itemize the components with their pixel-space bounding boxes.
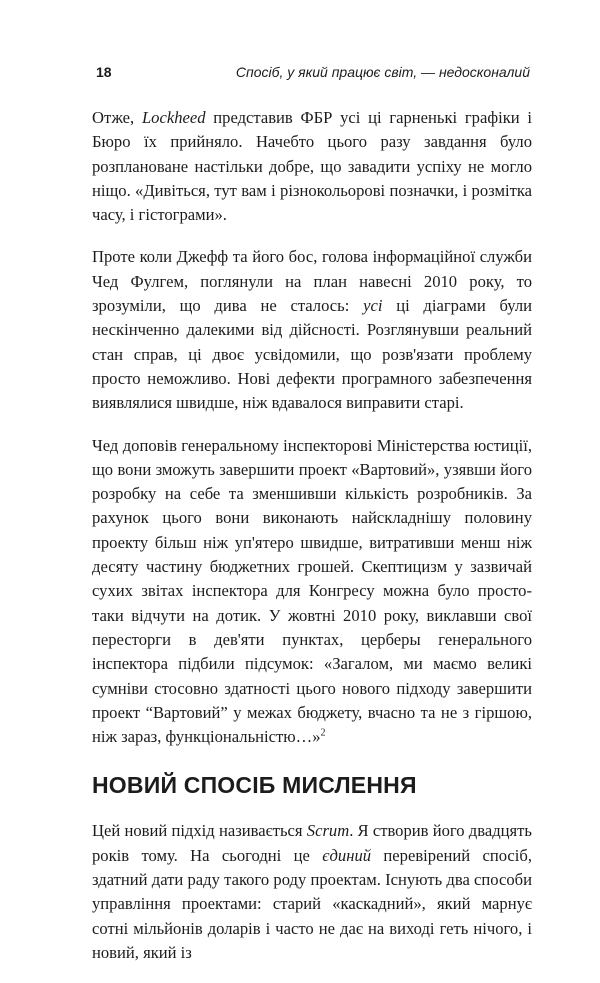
page-number: 18 — [96, 64, 112, 80]
paragraph-4-emphasis-unique: єдиний — [322, 845, 372, 865]
footnote-marker: 2 — [320, 727, 326, 739]
paragraph-1-text-a: Отже, — [92, 108, 142, 127]
paragraph-1 — [92, 106, 532, 227]
paragraph-1-text-c: представив ФБР усі ці гарненькі графіки і Бюро їх прийняло. Начебто цього разу завдання було розплановане настільки добре, що завадити успіху не могло ніщо. «Дивіться, тут вам і різнокольорові позначки, і розмітка часу, і гістограми». — [92, 108, 532, 225]
page-body — [92, 106, 532, 983]
paragraph-4-text-e: перевірений спосіб, здатний дати раду такого роду проектам. Існують два способи управління проектами: старий «каскадний», який марнує сотні мільйонів доларів і часто не дає на виході геть нічого, і новий, який із — [92, 845, 532, 962]
running-header — [96, 64, 530, 86]
paragraph-4-text-c: . Я створив його двадцять років тому. На сьогодні це — [92, 821, 532, 865]
paragraph-4-emphasis-scrum: Scrum — [306, 821, 350, 841]
paragraph-3 — [92, 434, 532, 750]
paragraph-2-text-a: Проте коли Джефф та його бос, голова інформаційної служби Чед Фулгем, поглянули на план навесні 2010 року, то зрозуміли, що дива не сталось: — [92, 247, 532, 316]
paragraph-4-text-a: Цей новий підхід називається — [92, 821, 307, 841]
paragraph-1-emphasis: Lockheed — [141, 108, 206, 127]
paragraph-2 — [92, 245, 532, 415]
paragraph-2-emphasis: усі — [363, 296, 383, 316]
running-title: Спосіб, у який працює світ, — недосконалий — [235, 64, 530, 80]
paragraph-3-text: Чед доповів генеральному інспекторові Міністерства юстиції, що вони зможуть завершити проект «Вартовий», узявши його розробку на себе та зменшивши кількість розробників. За рахунок цього вони виконають найскладнішу половину проекту більш ніж уп'ятеро швидше, витративши менш ніж десяту частину бюджетних грошей. Скептицизм у зазвичай сухих звітах інспектора для Конгресу можна було просто-таки відчути на дотик. У жовтні 2010 року, виклавши свої пересторги в дев'яти пунктах, церберы генерального інспектора підбили підсумок: «Загалом, ми маємо великі сумніви стосовно здатності цього нового підходу завершити проект “Вартовий” у межах бюджету, вчасно та не з гіршою, ніж зараз, функціональністю…» — [92, 435, 532, 747]
paragraph-4 — [92, 819, 532, 965]
paragraph-2-text-c: ці діаграми були нескінченно далекими від дійсності. Розглянувши реальний стан справ, ці двоє усвідомили, що розв'язати проблему просто неможливо. Нові дефекти програмного забезпечення виявлялися швидше, ніж вдавалося виправити старі. — [92, 296, 532, 413]
section-heading: НОВИЙ СПОСІБ МИСЛЕННЯ — [92, 772, 417, 799]
